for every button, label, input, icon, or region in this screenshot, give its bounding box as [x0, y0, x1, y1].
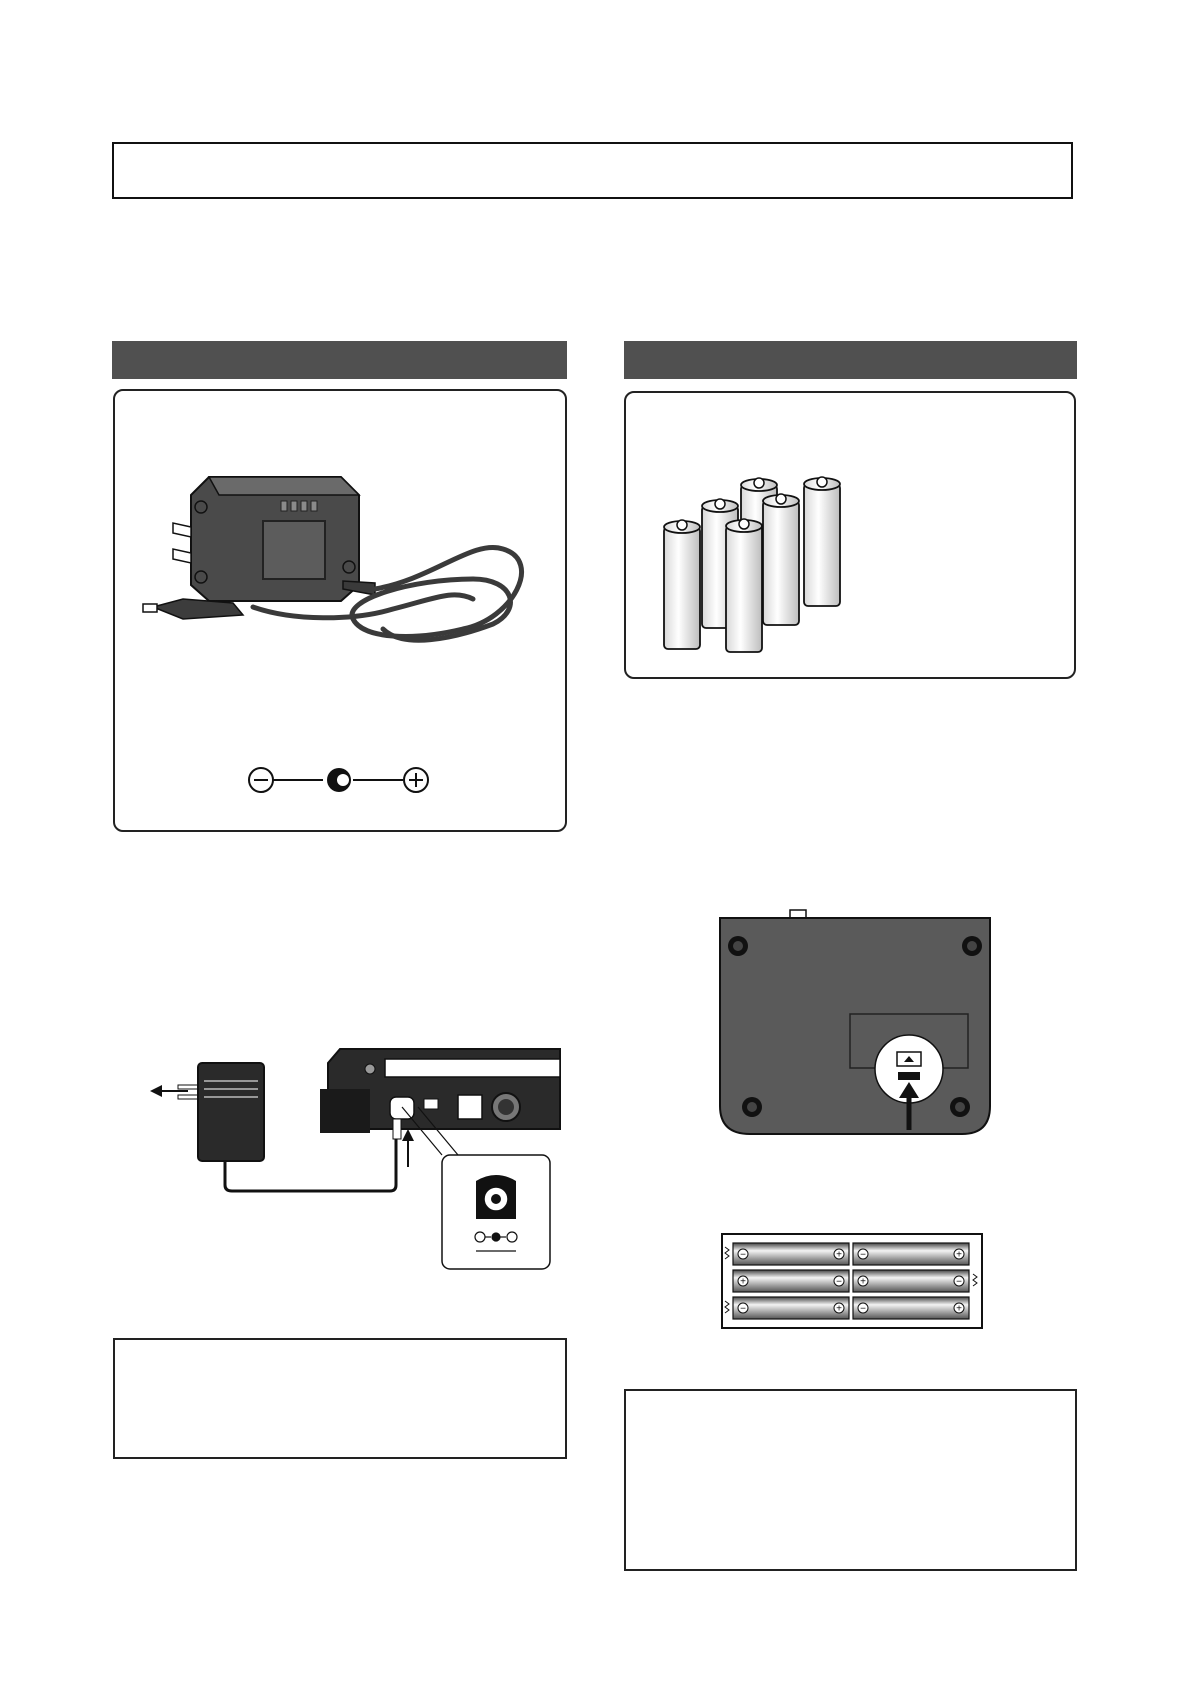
plus-icon: +: [740, 1276, 746, 1288]
minus-icon: −: [740, 1303, 746, 1315]
section-header-batteries: [624, 341, 1077, 379]
minus-icon: −: [860, 1303, 866, 1315]
note-box-left: [113, 1338, 567, 1459]
unit-underside-diagram: [716, 906, 996, 1136]
battery-compartment-diagram: [721, 1233, 983, 1329]
minus-icon: −: [860, 1249, 866, 1261]
plus-icon: +: [836, 1303, 842, 1315]
minus-icon: −: [836, 1276, 842, 1288]
note-box-right: [624, 1389, 1077, 1571]
polarity-symbol-icon: [249, 768, 428, 792]
plus-icon: +: [956, 1249, 962, 1261]
section-header-ac-adapter: [112, 341, 567, 379]
plus-icon: +: [956, 1303, 962, 1315]
plus-icon: +: [836, 1249, 842, 1261]
ac-adapter-illustration: [113, 389, 567, 832]
aa-batteries-illustration: [624, 391, 1076, 679]
page-title-box: [112, 142, 1073, 199]
minus-icon: −: [956, 1276, 962, 1288]
minus-icon: −: [740, 1249, 746, 1261]
adapter-connection-diagram: [140, 1025, 560, 1275]
plus-icon: +: [860, 1276, 866, 1288]
